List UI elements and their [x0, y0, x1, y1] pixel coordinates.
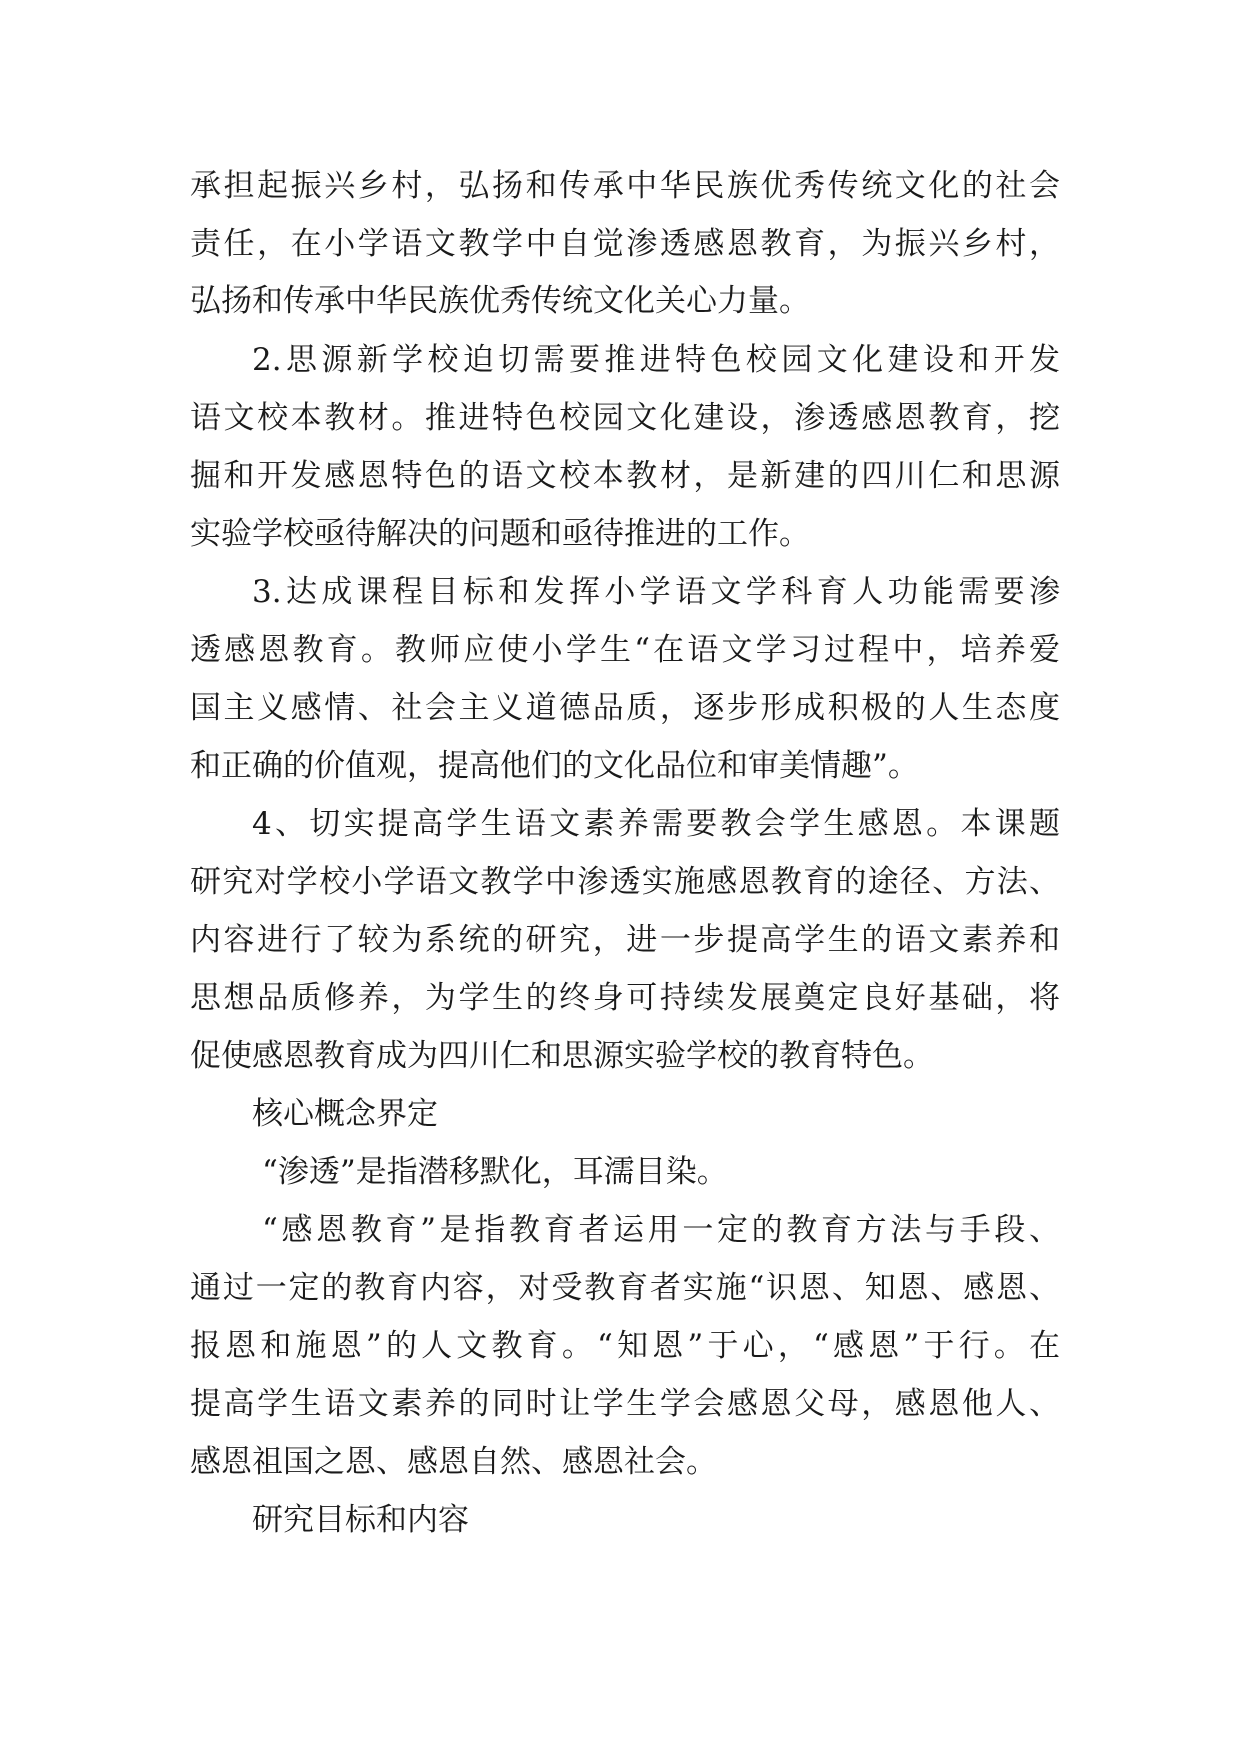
text-line: 掘和开发感恩特色的语文校本教材，是新建的四川仁和思源 — [190, 458, 1060, 494]
text-line: 承担起振兴乡村，弘扬和传承中华民族优秀传统文化的社会 — [190, 168, 1060, 204]
text-line: 促使感恩教育成为四川仁和思源实验学校的教育特色。 — [190, 1038, 934, 1074]
text-line: 研究对学校小学语文教学中渗透实施感恩教育的途径、方法、 — [190, 864, 1060, 900]
text-line: 实验学校亟待解决的问题和亟待推进的工作。 — [190, 516, 810, 552]
text-line: 内容进行了较为系统的研究，进一步提高学生的语文素养和 — [190, 922, 1060, 958]
text-line: 和正确的价值观，提高他们的文化品位和审美情趣”。 — [190, 748, 919, 784]
text-line: 报恩和施恩”的人文教育。“知恩”于心，“感恩”于行。在 — [190, 1328, 1060, 1364]
text-line: “渗透”是指潜移默化，耳濡目染。 — [262, 1154, 728, 1190]
text-line: 责任，在小学语文教学中自觉渗透感恩教育，为振兴乡村， — [190, 226, 1060, 262]
text-line: 2.思源新学校迫切需要推进特色校园文化建设和开发 — [252, 342, 1060, 378]
text-line: “感恩教育”是指教育者运用一定的教育方法与手段、 — [262, 1212, 1060, 1248]
text-line: 透感恩教育。教师应使小学生“在语文学习过程中，培养爱 — [190, 632, 1060, 668]
text-line: 国主义感情、社会主义道德品质，逐步形成积极的人生态度 — [190, 690, 1060, 726]
section-heading: 研究目标和内容 — [252, 1502, 469, 1538]
text-line: 通过一定的教育内容，对受教育者实施“识恩、知恩、感恩、 — [190, 1270, 1060, 1306]
text-line: 提高学生语文素养的同时让学生学会感恩父母，感恩他人、 — [190, 1386, 1060, 1422]
text-line: 3.达成课程目标和发挥小学语文学科育人功能需要渗 — [252, 574, 1060, 610]
section-heading: 核心概念界定 — [252, 1096, 438, 1132]
text-line: 感恩祖国之恩、感恩自然、感恩社会。 — [190, 1444, 717, 1480]
text-line: 4、切实提高学生语文素养需要教会学生感恩。本课题 — [252, 806, 1060, 842]
text-line: 思想品质修养，为学生的终身可持续发展奠定良好基础，将 — [190, 980, 1060, 1016]
text-line: 弘扬和传承中华民族优秀传统文化关心力量。 — [190, 283, 810, 319]
text-line: 语文校本教材。推进特色校园文化建设，渗透感恩教育，挖 — [190, 400, 1060, 436]
